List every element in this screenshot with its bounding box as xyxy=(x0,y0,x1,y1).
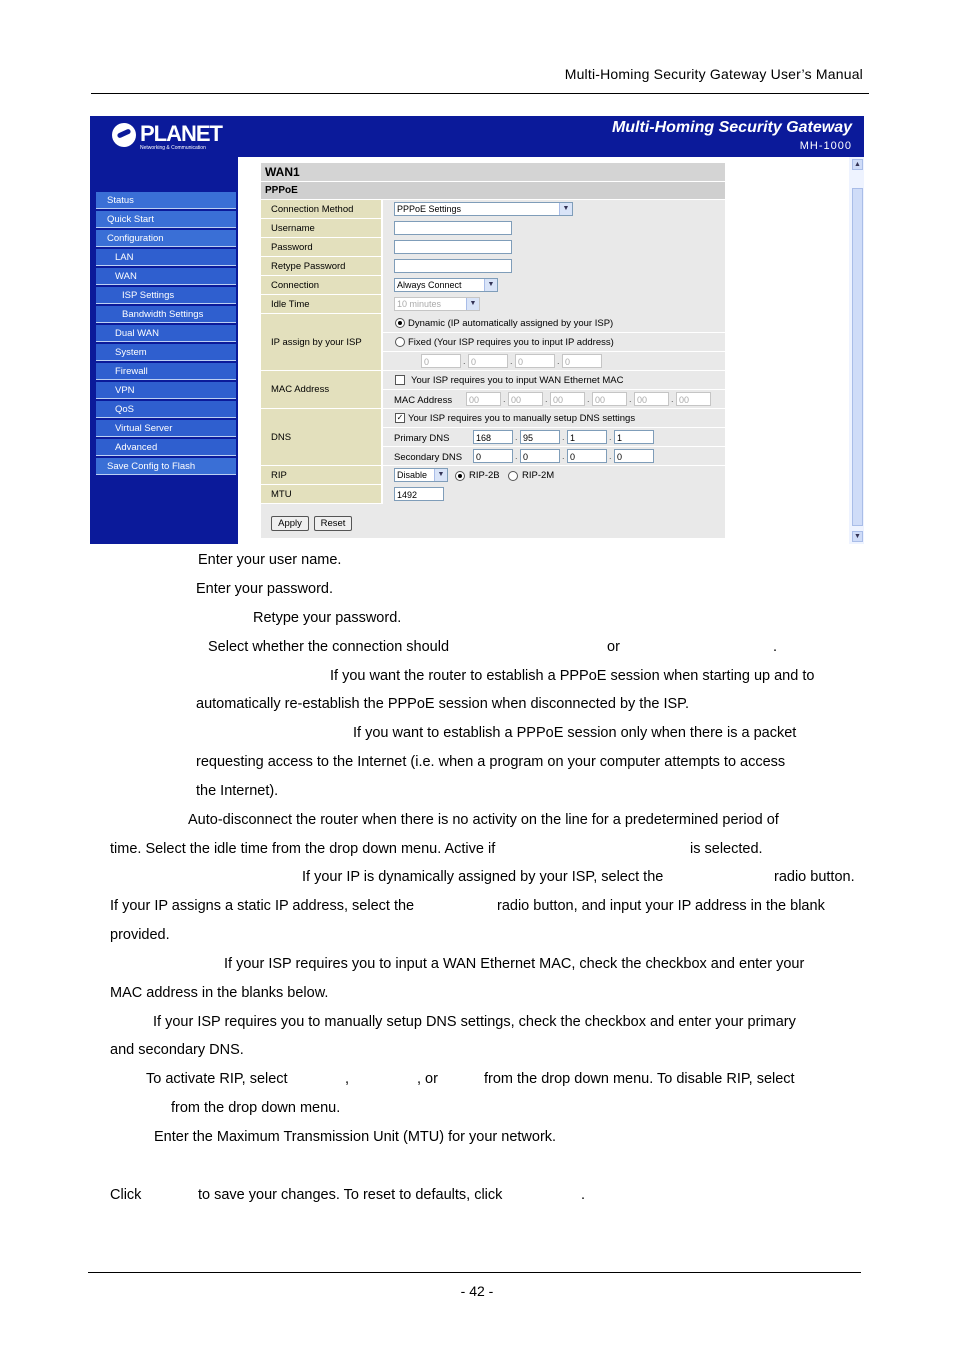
mac-check-cell xyxy=(383,371,725,390)
rip-2m-radio[interactable] xyxy=(508,471,518,481)
octet-separator: . xyxy=(545,394,548,404)
button-bar xyxy=(261,504,725,538)
page-header: Multi-Homing Security Gateway User’s Manual xyxy=(564,66,863,82)
dns-check-label: Your ISP requires you to manually setup DNS settings xyxy=(408,412,636,424)
secondary-dns-cell xyxy=(383,447,725,466)
value-rip xyxy=(383,466,725,486)
text-dns-2: and secondary DNS. xyxy=(110,1042,244,1058)
product-model: MH-1000 xyxy=(799,140,852,152)
text-connection-end: . xyxy=(773,639,778,655)
value-connection xyxy=(383,276,725,296)
row-dns xyxy=(261,409,725,466)
dns-checkbox[interactable]: ✓ xyxy=(396,413,404,422)
mac-octet-1[interactable]: 00 xyxy=(466,392,501,406)
mac-checkbox[interactable] xyxy=(395,375,405,385)
secondary-dns-octet-2[interactable]: 0 xyxy=(520,449,560,463)
row-connection xyxy=(261,276,725,295)
text-idle-1: Auto-disconnect the router when there is no activity on the line for a predetermined period of xyxy=(188,812,779,828)
text-ip-3: If your IP assigns a static IP address, select the xyxy=(110,898,415,914)
row-username xyxy=(261,219,725,238)
nav-item-status[interactable]: Status xyxy=(96,192,236,209)
nav-item-wan[interactable]: WAN xyxy=(96,268,236,285)
label-idle-time: Idle Time xyxy=(261,295,381,314)
row-connection-method xyxy=(261,200,725,219)
secondary-dns-label: Secondary DNS xyxy=(394,452,463,463)
ip-octet-1[interactable]: 0 xyxy=(421,354,461,368)
text-password: Enter your password. xyxy=(196,581,334,597)
text-ip-5: provided. xyxy=(110,927,170,943)
octet-separator: . xyxy=(515,432,518,442)
logo-tagline: Networking & Communication xyxy=(140,145,206,151)
scrollbar-thumb[interactable] xyxy=(852,188,863,526)
text-ip-4: radio button, and input your IP address in the blank xyxy=(497,898,825,914)
octet-separator: . xyxy=(671,394,674,404)
label-password: Password xyxy=(261,238,381,257)
text-always-1: If you want the router to establish a PPPoE session when starting up and to xyxy=(330,668,815,684)
row-retype-password xyxy=(261,257,725,276)
text-dns-1: If your ISP requires you to manually setup DNS settings, check the checkbox and enter your primary xyxy=(153,1014,796,1030)
rip-2b-label: RIP-2B xyxy=(469,470,500,481)
product-title: Multi-Homing Security Gateway xyxy=(611,119,852,136)
text-idle-2: time. Select the idle time from the drop down menu. Active if xyxy=(110,841,496,857)
text-rip-comma: , xyxy=(345,1071,350,1087)
ip-fields-cell xyxy=(383,352,725,371)
nav-item-system[interactable]: System xyxy=(96,344,236,361)
vertical-scrollbar[interactable] xyxy=(849,157,864,544)
octet-separator: . xyxy=(587,394,590,404)
text-rip-1: To activate RIP, select xyxy=(146,1071,288,1087)
label-username: Username xyxy=(261,219,381,238)
label-mtu: MTU xyxy=(261,485,381,504)
nav-item-virtual-server[interactable]: Virtual Server xyxy=(96,420,236,437)
ip-fixed-label: Fixed (Your ISP requires you to input IP address) xyxy=(408,336,614,348)
label-ip-assign: IP assign by your ISP xyxy=(261,314,381,371)
logo-text: PLANET xyxy=(140,121,222,146)
text-ip-2: radio button. xyxy=(774,869,855,885)
globe-icon xyxy=(112,123,136,147)
mac-octet-3[interactable]: 00 xyxy=(550,392,585,406)
nav-item-quick-start[interactable]: Quick Start xyxy=(96,211,236,228)
scroll-down-icon[interactable]: ▼ xyxy=(852,531,863,542)
mac-fields-cell xyxy=(383,390,725,409)
octet-separator: . xyxy=(557,356,560,366)
rip-select[interactable]: Disable ▼ xyxy=(394,468,448,482)
primary-dns-octet-1[interactable]: 168 xyxy=(473,430,513,444)
text-demand-2: requesting access to the Internet (i.e. when a program on your computer attempts to access xyxy=(196,754,786,770)
password-input[interactable] xyxy=(394,240,512,254)
ip-dynamic-cell xyxy=(383,314,725,333)
ip-octet-3[interactable]: 0 xyxy=(515,354,555,368)
text-idle-3: is selected. xyxy=(690,841,763,857)
octet-separator: . xyxy=(629,394,632,404)
chevron-down-icon: ▼ xyxy=(559,203,572,215)
value-retype-password xyxy=(383,257,725,277)
text-ip-1: If your IP is dynamically assigned by your ISP, select the xyxy=(302,869,664,885)
secondary-dns-octet-4[interactable]: 0 xyxy=(614,449,654,463)
primary-dns-label: Primary DNS xyxy=(394,433,450,444)
label-connection: Connection xyxy=(261,276,381,295)
text-connection: Select whether the connection should xyxy=(208,639,450,655)
scroll-up-icon[interactable]: ▲ xyxy=(852,159,863,170)
ip-octet-2[interactable]: 0 xyxy=(468,354,508,368)
text-mac-2: MAC address in the blanks below. xyxy=(110,985,329,1001)
mtu-input[interactable]: 1492 xyxy=(394,487,444,501)
retype-password-input[interactable] xyxy=(394,259,512,273)
mac-octet-2[interactable]: 00 xyxy=(508,392,543,406)
text-click: Click xyxy=(110,1187,142,1203)
label-dns: DNS xyxy=(261,409,381,466)
connection-select[interactable]: Always Connect ▼ xyxy=(394,278,498,292)
secondary-dns-octet-1[interactable]: 0 xyxy=(473,449,513,463)
connection-method-select[interactable]: PPPoE Settings ▼ xyxy=(394,202,573,216)
sidebar-nav xyxy=(90,157,238,544)
value-dns xyxy=(383,409,725,466)
section-title: WAN1 xyxy=(261,163,725,181)
text-rip-3: from the drop down menu. xyxy=(171,1100,341,1116)
primary-dns-cell xyxy=(383,428,725,447)
nav-item-dual-wan[interactable]: Dual WAN xyxy=(96,325,236,342)
ip-fixed-cell xyxy=(383,333,725,352)
primary-dns-octet-4[interactable]: 1 xyxy=(614,430,654,444)
label-retype-password: Retype Password xyxy=(261,257,381,276)
octet-separator: . xyxy=(515,451,518,461)
value-mac-address xyxy=(383,371,725,409)
dns-check-cell xyxy=(383,409,725,428)
subsection-title: PPPoE xyxy=(261,181,725,199)
header-rule xyxy=(91,93,869,94)
value-username xyxy=(383,219,725,239)
octet-separator: . xyxy=(463,356,466,366)
ip-fixed-radio[interactable] xyxy=(395,337,405,347)
octet-separator: . xyxy=(510,356,513,366)
text-save: to save your changes. To reset to defaults, click xyxy=(198,1187,503,1203)
text-save-end: . xyxy=(581,1187,586,1203)
text-demand-3: the Internet). xyxy=(196,783,279,799)
ip-dynamic-label: Dynamic (IP automatically assigned by your ISP) xyxy=(408,317,614,329)
text-rip-or: , or xyxy=(417,1071,438,1087)
text-always-2: automatically re-establish the PPPoE session when disconnected by the ISP. xyxy=(196,696,690,712)
nav-item-advanced[interactable]: Advanced xyxy=(96,439,236,456)
value-password xyxy=(383,238,725,258)
row-ip-assign xyxy=(261,314,725,371)
octet-separator: . xyxy=(562,432,565,442)
mac-octet-6[interactable]: 00 xyxy=(676,392,711,406)
nav-item-bandwidth-settings[interactable]: Bandwidth Settings xyxy=(96,306,236,323)
username-input[interactable] xyxy=(394,221,512,235)
nav-item-firewall[interactable]: Firewall xyxy=(96,363,236,380)
row-password xyxy=(261,238,725,257)
octet-separator: . xyxy=(562,451,565,461)
nav-item-isp-settings[interactable]: ISP Settings xyxy=(96,287,236,304)
primary-dns-octet-2[interactable]: 95 xyxy=(520,430,560,444)
text-demand-1: If you want to establish a PPPoE session only when there is a packet xyxy=(353,725,797,741)
mac-sub-label: MAC Address xyxy=(394,395,453,406)
mac-octet-5[interactable]: 00 xyxy=(634,392,669,406)
page-number: - 42 - xyxy=(460,1283,494,1299)
value-mtu xyxy=(383,485,725,505)
text-mtu: Enter the Maximum Transmission Unit (MTU) for your network. xyxy=(154,1129,557,1145)
router-ui-screenshot xyxy=(90,116,864,544)
octet-separator: . xyxy=(503,394,506,404)
label-mac-address: MAC Address xyxy=(261,371,381,409)
text-connection-or: or xyxy=(607,639,620,655)
row-rip xyxy=(261,466,725,485)
ip-dynamic-radio[interactable] xyxy=(395,318,405,328)
text-rip-2: from the drop down menu. To disable RIP, select xyxy=(484,1071,795,1087)
idle-time-select[interactable]: 10 minutes ▼ xyxy=(394,297,480,311)
ip-octet-4[interactable]: 0 xyxy=(562,354,602,368)
rip-2m-label: RIP-2M xyxy=(522,470,555,481)
nav-item-configuration[interactable]: Configuration xyxy=(96,230,236,247)
secondary-dns-octet-3[interactable]: 0 xyxy=(567,449,607,463)
row-mtu xyxy=(261,485,725,504)
mac-check-label: Your ISP requires you to input WAN Ethernet MAC xyxy=(411,374,624,386)
text-username: Enter your user name. xyxy=(198,552,342,568)
mac-octet-4[interactable]: 00 xyxy=(592,392,627,406)
value-idle-time xyxy=(383,295,725,315)
footer-rule xyxy=(88,1272,861,1273)
nav-item-vpn[interactable]: VPN xyxy=(96,382,236,399)
value-ip-assign xyxy=(383,314,725,371)
chevron-down-icon: ▼ xyxy=(434,469,447,481)
label-rip: RIP xyxy=(261,466,381,485)
text-retype: Retype your password. xyxy=(253,610,402,626)
row-mac-address xyxy=(261,371,725,409)
octet-separator: . xyxy=(609,451,612,461)
nav-item-lan[interactable]: LAN xyxy=(96,249,236,266)
chevron-down-icon: ▼ xyxy=(484,279,497,291)
nav-item-qos[interactable]: QoS xyxy=(96,401,236,418)
chevron-down-icon: ▼ xyxy=(466,298,479,310)
value-connection-method xyxy=(383,200,725,220)
reset-button[interactable]: Reset xyxy=(314,516,352,531)
primary-dns-octet-3[interactable]: 1 xyxy=(567,430,607,444)
banner xyxy=(90,116,864,157)
label-connection-method: Connection Method xyxy=(261,200,381,219)
octet-separator: . xyxy=(609,432,612,442)
row-idle-time xyxy=(261,295,725,314)
apply-button[interactable]: Apply xyxy=(271,516,309,531)
rip-2b-radio[interactable] xyxy=(455,471,465,481)
nav-item-save-config[interactable]: Save Config to Flash xyxy=(96,458,236,475)
text-mac-1: If your ISP requires you to input a WAN Ethernet MAC, check the checkbox and enter your xyxy=(224,956,805,972)
